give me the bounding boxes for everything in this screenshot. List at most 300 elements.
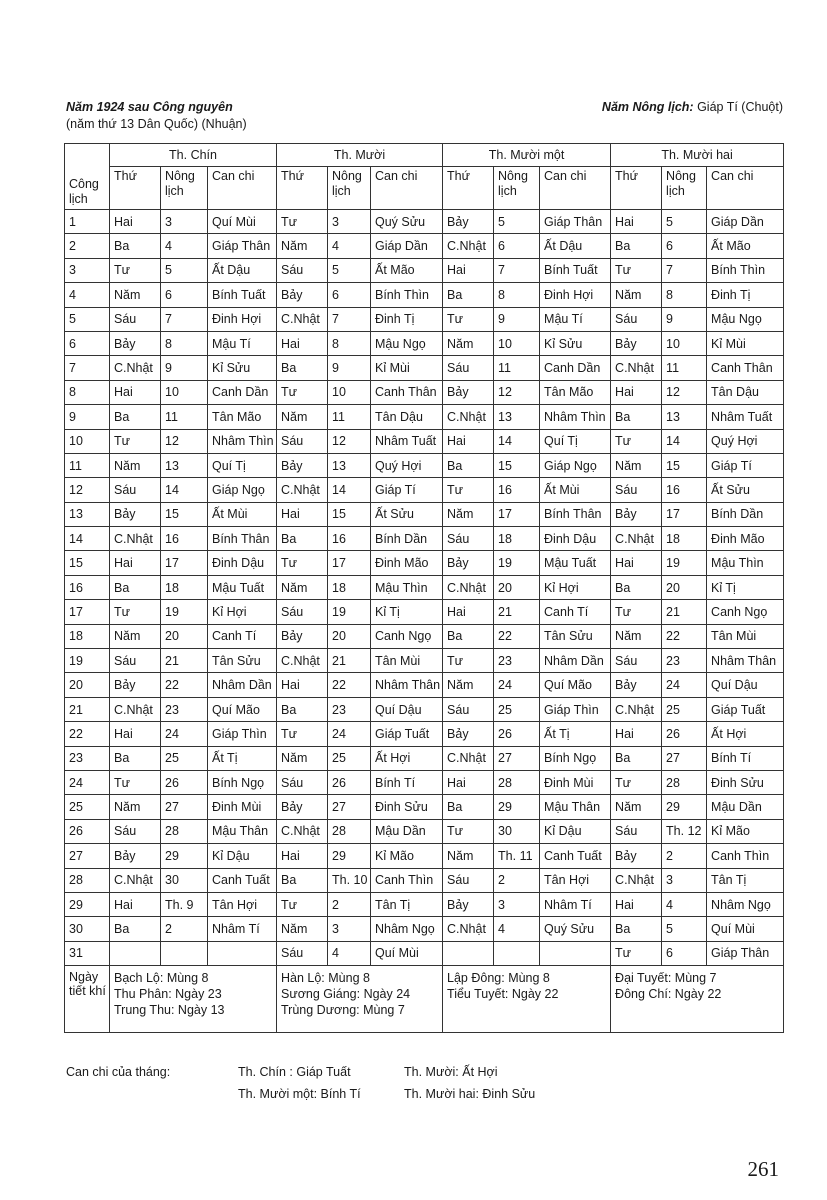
can-chi-cell: Ất Hợi [371, 746, 443, 770]
lunar-day-cell: 9 [494, 307, 540, 331]
can-chi-cell: Đinh Mùi [208, 795, 277, 819]
can-chi-cell: Kỉ Sửu [540, 331, 611, 355]
weekday-cell: Tư [277, 380, 328, 404]
weekday-cell: Bảy [277, 624, 328, 648]
can-chi-cell: Nhâm Ngọ [371, 917, 443, 941]
can-chi-cell: Quí Mùi [208, 210, 277, 234]
lunar-day-cell: 15 [494, 453, 540, 477]
table-row [65, 819, 784, 843]
can-chi-cell: Nhâm Ngọ [707, 892, 784, 916]
weekday-cell: Năm [110, 283, 161, 307]
solar-term-item: Thu Phân: Ngày 23 [114, 987, 222, 1002]
weekday-cell: Năm [110, 795, 161, 819]
gregorian-day-cell: 27 [65, 844, 110, 868]
lunar-day-cell: 3 [328, 917, 371, 941]
lunar-day-cell: 27 [662, 746, 707, 770]
weekday-cell: Hai [611, 210, 662, 234]
lunar-day-cell: 23 [662, 649, 707, 673]
weekday-cell: Bảy [611, 844, 662, 868]
lunar-day-cell: 28 [494, 770, 540, 794]
can-chi-header: Can chi [540, 167, 611, 210]
page-number: 261 [747, 1157, 779, 1181]
weekday-cell: C.Nhật [277, 649, 328, 673]
weekday-cell: Ba [611, 575, 662, 599]
can-chi-cell: Quí Mão [540, 673, 611, 697]
weekday-cell: Ba [443, 283, 494, 307]
month-header-row [65, 144, 784, 167]
can-chi-cell: Ất Mão [707, 234, 784, 258]
gregorian-day-cell: 1 [65, 210, 110, 234]
lunar-year-value: Giáp Tí (Chuột) [697, 100, 783, 114]
can-chi-cell: Tân Sửu [540, 624, 611, 648]
weekday-cell: Hai [277, 502, 328, 526]
lunar-day-cell: 2 [161, 917, 208, 941]
table-row [65, 210, 784, 234]
weekday-cell: Bảy [110, 331, 161, 355]
weekday-cell: Ba [110, 405, 161, 429]
weekday-cell: Tư [277, 210, 328, 234]
page-title: Năm 1924 sau Công nguyên [66, 100, 233, 114]
can-chi-cell: Bính Tuất [208, 283, 277, 307]
can-chi-cell: Quí Dậu [371, 697, 443, 721]
solar-term-item: Đông Chí: Ngày 22 [615, 987, 722, 1002]
can-chi-cell: Nhâm Dần [208, 673, 277, 697]
lunar-day-cell: 7 [662, 258, 707, 282]
lunar-day-header: Nông lịch [328, 167, 371, 210]
lunar-day-cell: 14 [494, 429, 540, 453]
gregorian-day-cell: 26 [65, 819, 110, 843]
lunar-day-cell: 19 [161, 600, 208, 624]
can-chi-cell: Ất Dậu [540, 234, 611, 258]
weekday-cell: Sáu [110, 649, 161, 673]
can-chi-cell: Canh Thân [371, 380, 443, 404]
lunar-day-cell: 30 [161, 868, 208, 892]
lunar-day-cell: 4 [662, 892, 707, 916]
weekday-cell: Sáu [443, 868, 494, 892]
weekday-cell: Sáu [277, 941, 328, 965]
can-chi-cell: Tân Hợi [208, 892, 277, 916]
solar-term-item: Tiểu Tuyết: Ngày 22 [447, 987, 559, 1002]
month-can-chi-10: Th. Mười: Ất Hợi [404, 1065, 498, 1079]
table-row [65, 551, 784, 575]
can-chi-cell: Mậu Dần [371, 819, 443, 843]
weekday-cell: C.Nhật [110, 527, 161, 551]
lunar-day-cell: 9 [328, 356, 371, 380]
lunar-day-cell: 27 [494, 746, 540, 770]
can-chi-header: Can chi [707, 167, 784, 210]
weekday-cell: Bảy [611, 673, 662, 697]
lunar-day-cell: 29 [494, 795, 540, 819]
lunar-day-cell: 24 [161, 722, 208, 746]
lunar-day-cell: 24 [494, 673, 540, 697]
can-chi-cell: Kỉ Dậu [540, 819, 611, 843]
table-row [65, 405, 784, 429]
weekday-cell: Hai [443, 429, 494, 453]
lunar-day-cell: 21 [662, 600, 707, 624]
weekday-cell: Bảy [443, 892, 494, 916]
lunar-day-cell: 25 [662, 697, 707, 721]
can-chi-cell: Tân Hợi [540, 868, 611, 892]
gregorian-day-cell: 18 [65, 624, 110, 648]
lunar-day-cell: 10 [161, 380, 208, 404]
solar-terms-month [611, 966, 784, 1033]
can-chi-cell: Đinh Tị [371, 307, 443, 331]
can-chi-cell: Ất Sửu [707, 478, 784, 502]
can-chi-cell: Giáp Tí [371, 478, 443, 502]
can-chi-cell: Tân Dậu [371, 405, 443, 429]
weekday-cell: Sáu [443, 697, 494, 721]
can-chi-cell: Canh Ngọ [707, 600, 784, 624]
lunar-day-cell: 6 [328, 283, 371, 307]
lunar-day-cell: 2 [494, 868, 540, 892]
gregorian-day-cell: 16 [65, 575, 110, 599]
weekday-cell: Hai [611, 551, 662, 575]
can-chi-cell: Kỉ Mùi [707, 331, 784, 355]
can-chi-cell: Đinh Sửu [707, 770, 784, 794]
can-chi-cell: Bính Thìn [371, 283, 443, 307]
weekday-cell: Sáu [611, 819, 662, 843]
can-chi-cell: Quý Sửu [540, 917, 611, 941]
can-chi-cell: Mậu Ngọ [707, 307, 784, 331]
lunar-day-cell: 20 [328, 624, 371, 648]
weekday-cell: Sáu [611, 649, 662, 673]
table-row [65, 575, 784, 599]
can-chi-cell: Ất Sửu [371, 502, 443, 526]
weekday-header: Thứ [611, 167, 662, 210]
gregorian-day-cell: 31 [65, 941, 110, 965]
can-chi-cell: Quý Sửu [371, 210, 443, 234]
can-chi-cell: Bính Thân [540, 502, 611, 526]
gregorian-day-cell: 3 [65, 258, 110, 282]
weekday-cell: Sáu [110, 819, 161, 843]
gregorian-day-cell: 22 [65, 722, 110, 746]
can-chi-cell: Quí Mùi [707, 917, 784, 941]
lunar-day-cell: 14 [662, 429, 707, 453]
lunar-day-cell: 4 [161, 234, 208, 258]
gregorian-day-cell: 11 [65, 453, 110, 477]
solar-terms-label: Ngày tiết khí [65, 966, 110, 1033]
weekday-cell: Tư [277, 551, 328, 575]
can-chi-cell: Giáp Dần [707, 210, 784, 234]
lunar-day-cell: 22 [328, 673, 371, 697]
lunar-day-cell [494, 941, 540, 965]
can-chi-cell: Kỉ Mùi [371, 356, 443, 380]
gregorian-day-cell: 6 [65, 331, 110, 355]
can-chi-cell: Giáp Thìn [540, 697, 611, 721]
weekday-cell: Sáu [277, 258, 328, 282]
lunar-day-cell: 16 [161, 527, 208, 551]
lunar-day-cell: 22 [494, 624, 540, 648]
lunar-day-cell: 10 [328, 380, 371, 404]
can-chi-cell: Tân Dậu [707, 380, 784, 404]
weekday-cell: Ba [611, 405, 662, 429]
can-chi-cell: Ất Mão [371, 258, 443, 282]
solar-term-item: Bạch Lộ: Mùng 8 [114, 971, 209, 986]
can-chi-cell: Mậu Tuất [208, 575, 277, 599]
weekday-cell: Ba [277, 527, 328, 551]
weekday-cell: Năm [611, 795, 662, 819]
lunar-day-cell: 17 [161, 551, 208, 575]
lunar-day-cell: 12 [161, 429, 208, 453]
weekday-cell: Hai [611, 722, 662, 746]
lunar-day-cell: 19 [494, 551, 540, 575]
gregorian-day-cell: 29 [65, 892, 110, 916]
lunar-day-header: Nông lịch [161, 167, 208, 210]
can-chi-cell: Giáp Tí [707, 453, 784, 477]
lunar-day-cell: 16 [328, 527, 371, 551]
lunar-day-cell: 26 [662, 722, 707, 746]
weekday-cell: Tư [611, 429, 662, 453]
can-chi-header: Can chi [371, 167, 443, 210]
weekday-cell: Bảy [110, 844, 161, 868]
weekday-cell: Năm [443, 331, 494, 355]
can-chi-cell: Mậu Tuất [540, 551, 611, 575]
weekday-cell: Tư [443, 819, 494, 843]
weekday-cell [110, 941, 161, 965]
weekday-cell: Hai [443, 600, 494, 624]
lunar-day-cell: 23 [494, 649, 540, 673]
lunar-day-cell: 17 [494, 502, 540, 526]
can-chi-cell: Mậu Thân [540, 795, 611, 819]
month-header-12: Th. Mười hai [611, 144, 784, 167]
lunar-day-cell: 28 [328, 819, 371, 843]
can-chi-cell: Giáp Thân [208, 234, 277, 258]
can-chi-cell: Đinh Sửu [371, 795, 443, 819]
lunar-day-cell: 8 [494, 283, 540, 307]
lunar-day-cell: 16 [494, 478, 540, 502]
weekday-cell: Tư [277, 722, 328, 746]
weekday-cell: Năm [443, 844, 494, 868]
lunar-day-cell: 10 [494, 331, 540, 355]
weekday-cell: Hai [277, 844, 328, 868]
table-row [65, 892, 784, 916]
can-chi-cell: Bính Thân [208, 527, 277, 551]
can-chi-cell: Quý Hợi [707, 429, 784, 453]
can-chi-cell: Nhâm Thân [371, 673, 443, 697]
gregorian-day-cell: 15 [65, 551, 110, 575]
can-chi-cell: Ất Tị [540, 722, 611, 746]
weekday-cell: Hai [110, 380, 161, 404]
weekday-cell: Bảy [611, 502, 662, 526]
lunar-day-cell: 4 [328, 234, 371, 258]
weekday-cell: Bảy [277, 795, 328, 819]
weekday-cell: Sáu [110, 307, 161, 331]
lunar-day-cell: 20 [161, 624, 208, 648]
can-chi-cell: Nhâm Thân [707, 649, 784, 673]
gregorian-day-cell: 14 [65, 527, 110, 551]
gregorian-day-cell: 13 [65, 502, 110, 526]
lunar-day-cell: 29 [161, 844, 208, 868]
header-right [602, 100, 783, 114]
can-chi-cell: Tân Mùi [707, 624, 784, 648]
lunar-day-cell: 28 [161, 819, 208, 843]
can-chi-cell [540, 941, 611, 965]
lunar-day-cell: 14 [328, 478, 371, 502]
lunar-day-cell: 22 [161, 673, 208, 697]
weekday-cell: Hai [110, 210, 161, 234]
lunar-day-cell: 26 [494, 722, 540, 746]
weekday-cell: Ba [443, 624, 494, 648]
lunar-day-cell: 3 [662, 868, 707, 892]
table-row [65, 770, 784, 794]
can-chi-cell: Giáp Tuất [707, 697, 784, 721]
weekday-cell: C.Nhật [110, 697, 161, 721]
can-chi-cell: Nhâm Thìn [208, 429, 277, 453]
lunar-day-cell: 25 [328, 746, 371, 770]
gregorian-day-cell: 17 [65, 600, 110, 624]
can-chi-cell: Quí Tị [208, 453, 277, 477]
lunar-day-cell: 11 [662, 356, 707, 380]
table-row [65, 624, 784, 648]
can-chi-cell: Mậu Thìn [707, 551, 784, 575]
lunar-day-cell: 29 [328, 844, 371, 868]
table-row [65, 258, 784, 282]
gregorian-day-cell: 9 [65, 405, 110, 429]
weekday-cell: Hai [110, 551, 161, 575]
lunar-day-cell: 19 [328, 600, 371, 624]
lunar-day-cell: 11 [494, 356, 540, 380]
lunar-day-cell: 29 [662, 795, 707, 819]
weekday-cell: Sáu [611, 307, 662, 331]
can-chi-cell: Giáp Thìn [208, 722, 277, 746]
gregorian-day-cell: 30 [65, 917, 110, 941]
can-chi-cell: Nhâm Tí [540, 892, 611, 916]
lunar-day-cell: 26 [328, 770, 371, 794]
can-chi-cell: Giáp Dần [371, 234, 443, 258]
lunar-day-cell [161, 941, 208, 965]
weekday-cell: Tư [110, 429, 161, 453]
weekday-cell: Ba [443, 453, 494, 477]
table-row [65, 722, 784, 746]
lunar-day-cell: 15 [161, 502, 208, 526]
solar-term-item: Đại Tuyết: Mùng 7 [615, 971, 717, 986]
lunar-day-cell: 4 [328, 941, 371, 965]
weekday-cell: Sáu [110, 478, 161, 502]
lunar-day-cell: 13 [328, 453, 371, 477]
lunar-day-cell: 2 [328, 892, 371, 916]
table-row [65, 844, 784, 868]
lunar-day-cell: 3 [328, 210, 371, 234]
lunar-day-cell: 18 [328, 575, 371, 599]
can-chi-cell: Quí Dậu [707, 673, 784, 697]
lunar-day-cell: 8 [662, 283, 707, 307]
lunar-day-cell: 7 [161, 307, 208, 331]
can-chi-cell: Bính Dần [371, 527, 443, 551]
lunar-day-cell: 12 [494, 380, 540, 404]
can-chi-cell: Đinh Hợi [540, 283, 611, 307]
weekday-cell: Năm [611, 624, 662, 648]
weekday-cell: Ba [277, 356, 328, 380]
can-chi-cell: Đinh Mùi [540, 770, 611, 794]
lunar-day-cell: Th. 10 [328, 868, 371, 892]
weekday-cell: Năm [110, 453, 161, 477]
lunar-day-cell: 21 [328, 649, 371, 673]
solar-term-item: Hàn Lộ: Mùng 8 [281, 971, 370, 986]
can-chi-cell: Ất Dậu [208, 258, 277, 282]
can-chi-cell [208, 941, 277, 965]
lunar-day-cell: 12 [328, 429, 371, 453]
table-row [65, 917, 784, 941]
can-chi-cell: Giáp Tuất [371, 722, 443, 746]
lunar-day-cell: 10 [662, 331, 707, 355]
gregorian-day-cell: 2 [65, 234, 110, 258]
lunar-day-cell: 16 [662, 478, 707, 502]
can-chi-cell: Mậu Tí [208, 331, 277, 355]
can-chi-cell: Mậu Dần [707, 795, 784, 819]
calendar-table [64, 143, 784, 1033]
table-row [65, 283, 784, 307]
can-chi-cell: Ất Hợi [707, 722, 784, 746]
lunar-day-cell: 18 [662, 527, 707, 551]
lunar-day-cell: 19 [662, 551, 707, 575]
table-row [65, 673, 784, 697]
can-chi-cell: Kỉ Mão [707, 819, 784, 843]
lunar-day-cell: 22 [662, 624, 707, 648]
can-chi-cell: Giáp Thân [540, 210, 611, 234]
can-chi-cell: Kỉ Sửu [208, 356, 277, 380]
can-chi-cell: Bính Dần [707, 502, 784, 526]
can-chi-cell: Đinh Tị [707, 283, 784, 307]
weekday-cell: Tư [611, 600, 662, 624]
weekday-cell: Bảy [443, 380, 494, 404]
lunar-day-cell: 27 [328, 795, 371, 819]
can-chi-cell: Mậu Thìn [371, 575, 443, 599]
can-chi-cell: Giáp Thân [707, 941, 784, 965]
gregorian-day-cell: 5 [65, 307, 110, 331]
lunar-day-cell: Th. 11 [494, 844, 540, 868]
weekday-cell: C.Nhật [110, 356, 161, 380]
lunar-day-cell: 6 [494, 234, 540, 258]
weekday-cell: Năm [277, 575, 328, 599]
weekday-cell: Ba [611, 746, 662, 770]
weekday-cell: Tư [110, 770, 161, 794]
weekday-cell: C.Nhật [277, 478, 328, 502]
can-chi-cell: Bính Ngọ [540, 746, 611, 770]
weekday-cell: C.Nhật [277, 307, 328, 331]
table-row [65, 795, 784, 819]
lunar-day-cell: 9 [662, 307, 707, 331]
lunar-day-cell: 20 [494, 575, 540, 599]
can-chi-cell: Kỉ Hợi [540, 575, 611, 599]
lunar-day-cell: Th. 9 [161, 892, 208, 916]
weekday-cell: Tư [443, 478, 494, 502]
weekday-cell: Năm [110, 624, 161, 648]
table-row [65, 527, 784, 551]
weekday-cell: Ba [110, 746, 161, 770]
lunar-day-cell: 7 [494, 258, 540, 282]
can-chi-cell: Mậu Ngọ [371, 331, 443, 355]
lunar-day-cell: 3 [161, 210, 208, 234]
lunar-day-cell: 5 [662, 917, 707, 941]
weekday-cell: Sáu [277, 429, 328, 453]
weekday-cell: Hai [443, 258, 494, 282]
table-row [65, 307, 784, 331]
can-chi-cell: Bính Thìn [707, 258, 784, 282]
gregorian-day-cell: 21 [65, 697, 110, 721]
lunar-day-cell: 27 [161, 795, 208, 819]
table-row [65, 356, 784, 380]
lunar-day-cell: 7 [328, 307, 371, 331]
table-row [65, 453, 784, 477]
can-chi-cell: Kỉ Mão [371, 844, 443, 868]
gregorian-day-cell: 23 [65, 746, 110, 770]
weekday-cell: C.Nhật [443, 746, 494, 770]
table-row [65, 429, 784, 453]
lunar-day-cell: 6 [662, 941, 707, 965]
can-chi-cell: Nhâm Thìn [540, 405, 611, 429]
can-chi-cell: Canh Tuất [540, 844, 611, 868]
lunar-day-cell: 3 [494, 892, 540, 916]
